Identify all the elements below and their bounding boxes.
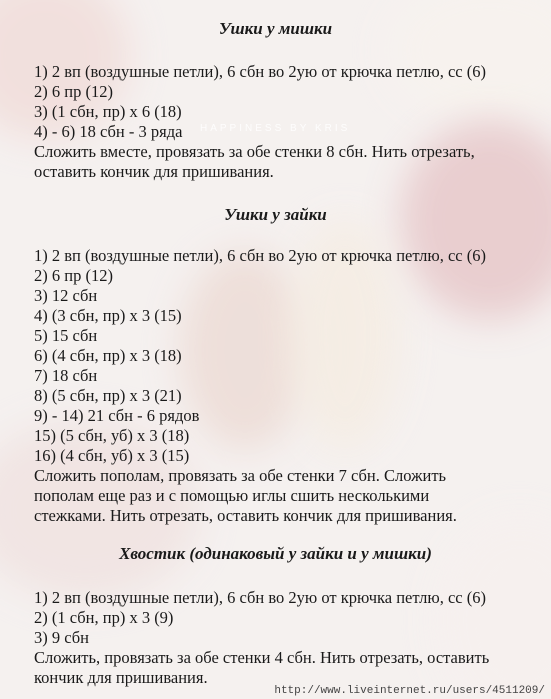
section-title-bunny-ears: Ушки у зайки — [224, 205, 327, 224]
section-title-bear-ears: Ушки у мишки — [218, 19, 333, 38]
text-line: 9) - 14) 21 сбн - 6 рядов — [34, 406, 200, 425]
footer-url: http://www.liveinternet.ru/users/4511209/ — [274, 685, 545, 697]
text-line: 3) (1 сбн, пр) х 6 (18) — [34, 102, 182, 121]
text-line: 6) (4 сбн, пр) х 3 (18) — [34, 346, 182, 365]
text-line: 7) 18 сбн — [34, 366, 98, 385]
text-line: 2) 6 пр (12) — [34, 266, 113, 285]
text-line: 1) 2 вп (воздушные петли), 6 сбн во 2ую от крючка петлю, сс (6) — [34, 62, 486, 81]
text-line: 1) 2 вп (воздушные петли), 6 сбн во 2ую от крючка петлю, сс (6) — [34, 246, 486, 265]
watermark-text: HAPPINESS BY KRIS — [200, 123, 351, 134]
text-line: 5) 15 сбн — [34, 326, 98, 345]
text-line: 4) - 6) 18 сбн - 3 ряда — [34, 122, 183, 141]
text-line: 15) (5 сбн, уб) х 3 (18) — [34, 426, 190, 445]
text-line: кончик для пришивания. — [34, 668, 208, 687]
text-line: 2) 6 пр (12) — [34, 82, 113, 101]
text-line: Сложить пополам, провязать за обе стенки 7 сбн. Сложить — [34, 466, 447, 485]
text-line: 16) (4 сбн, уб) х 3 (15) — [34, 446, 190, 465]
section-title-tail: Хвостик (одинаковый у зайки и у мишки) — [119, 544, 432, 563]
text-line: 3) 12 сбн — [34, 286, 98, 305]
text-line: 3) 9 сбн — [34, 628, 89, 647]
text-line: 1) 2 вп (воздушные петли), 6 сбн во 2ую от крючка петлю, сс (6) — [34, 588, 486, 607]
text-line: Сложить, провязать за обе стенки 4 сбн. Нить отрезать, оставить — [34, 648, 490, 667]
text-line: 4) (3 сбн, пр) х 3 (15) — [34, 306, 182, 325]
text-line: стежками. Нить отрезать, оставить кончик для пришивания. — [34, 506, 457, 525]
text-line: 8) (5 сбн, пр) х 3 (21) — [34, 386, 182, 405]
text-line: 2) (1 сбн, пр) х 3 (9) — [34, 608, 174, 627]
text-line: Сложить вместе, провязать за обе стенки 8 сбн. Нить отрезать, — [34, 142, 475, 161]
text-line: пополам еще раз и с помощью иглы сшить несколькими — [34, 486, 430, 505]
text-line: оставить кончик для пришивания. — [34, 162, 274, 181]
